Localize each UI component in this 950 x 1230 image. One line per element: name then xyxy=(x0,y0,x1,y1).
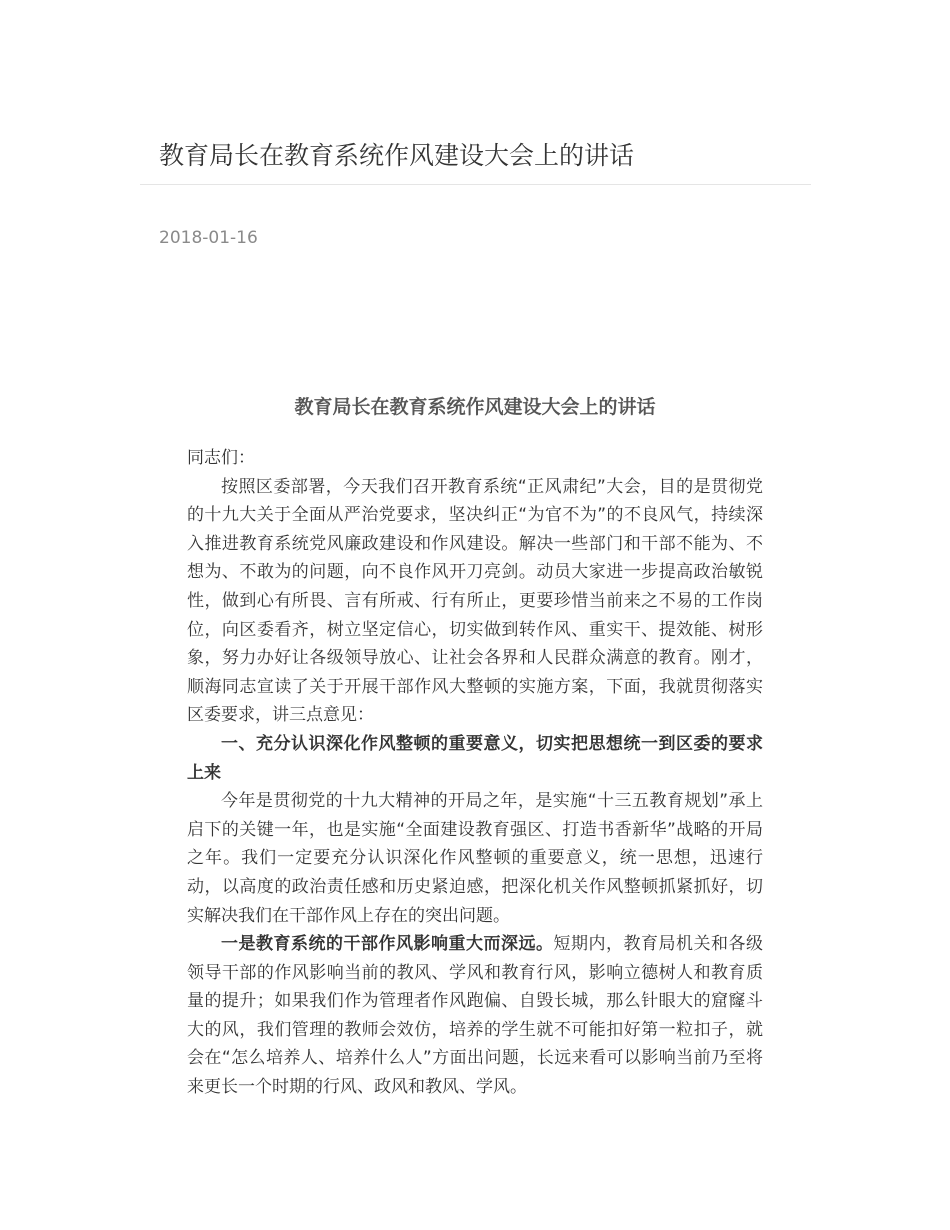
point-1-lead: 一是教育系统的干部作风影响重大而深远。 xyxy=(221,934,554,955)
title-divider xyxy=(140,184,811,185)
point-1-paragraph xyxy=(187,930,763,1102)
page-title: 教育局长在教育系统作风建设大会上的讲话 xyxy=(159,141,635,170)
section-1-paragraph: 今年是贯彻党的十九大精神的开局之年，是实施“十三五教育规划”承上启下的关键一年，也是实施“全面建设教育强区、打造书香新华”战略的开局之年。我们一定要充分认识深化作风整顿的重要意义，统一思想，迅速行动，以高度的政治责任感和历史紧迫感，把深化机关作风整顿抓紧抓好，切实解决我们在干部作风上存在的突出问题。 xyxy=(187,791,763,926)
point-1-text: 短期内，教育局机关和各级领导干部的作风影响当前的教风、学风和教育行风，影响立德树人和教育质量的提升；如果我们作为管理者作风跑偏、自毁长城，那么针眼大的窟窿斗大的风，我们管理的教师会效仿，培养的学生就不可能扣好第一粒扣子，就会在“怎么培养人、培养什么人”方面出问题，长远来看可以影响当前乃至将来更长一个时期的行风、政风和教风、学风。 xyxy=(187,934,763,1098)
intro-paragraph: 按照区委部署，今天我们召开教育系统“正风肃纪”大会，目的是贯彻党的十九大关于全面从严治党要求，坚决纠正“为官不为”的不良风气，持续深入推进教育系统党风廉政建设和作风建设。解决一些部门和干部不能为、不想为、不敢为的问题，向不良作风开刀亮剑。动员大家进一步提高政治敏锐性，做到心有所畏、言有所戒、行有所止，更要珍惜当前来之不易的工作岗位，向区委看齐，树立坚定信心，切实做到转作风、重实干、提效能、树形象，努力办好让各级领导放心、让社会各界和人民群众满意的教育。刚才，顺海同志宣读了关于开展干部作风大整顿的实施方案，下面，我就贯彻落实区委要求，讲三点意见： xyxy=(187,476,763,726)
section-heading-1: 一、充分认识深化作风整顿的重要意义，切实把思想统一到区委的要求上来 xyxy=(187,733,763,783)
article-heading: 教育局长在教育系统作风建设大会上的讲话 xyxy=(294,396,656,418)
article-body xyxy=(187,390,763,1102)
salutation: 同志们： xyxy=(187,448,255,468)
publish-date: 2018-01-16 xyxy=(159,228,258,248)
